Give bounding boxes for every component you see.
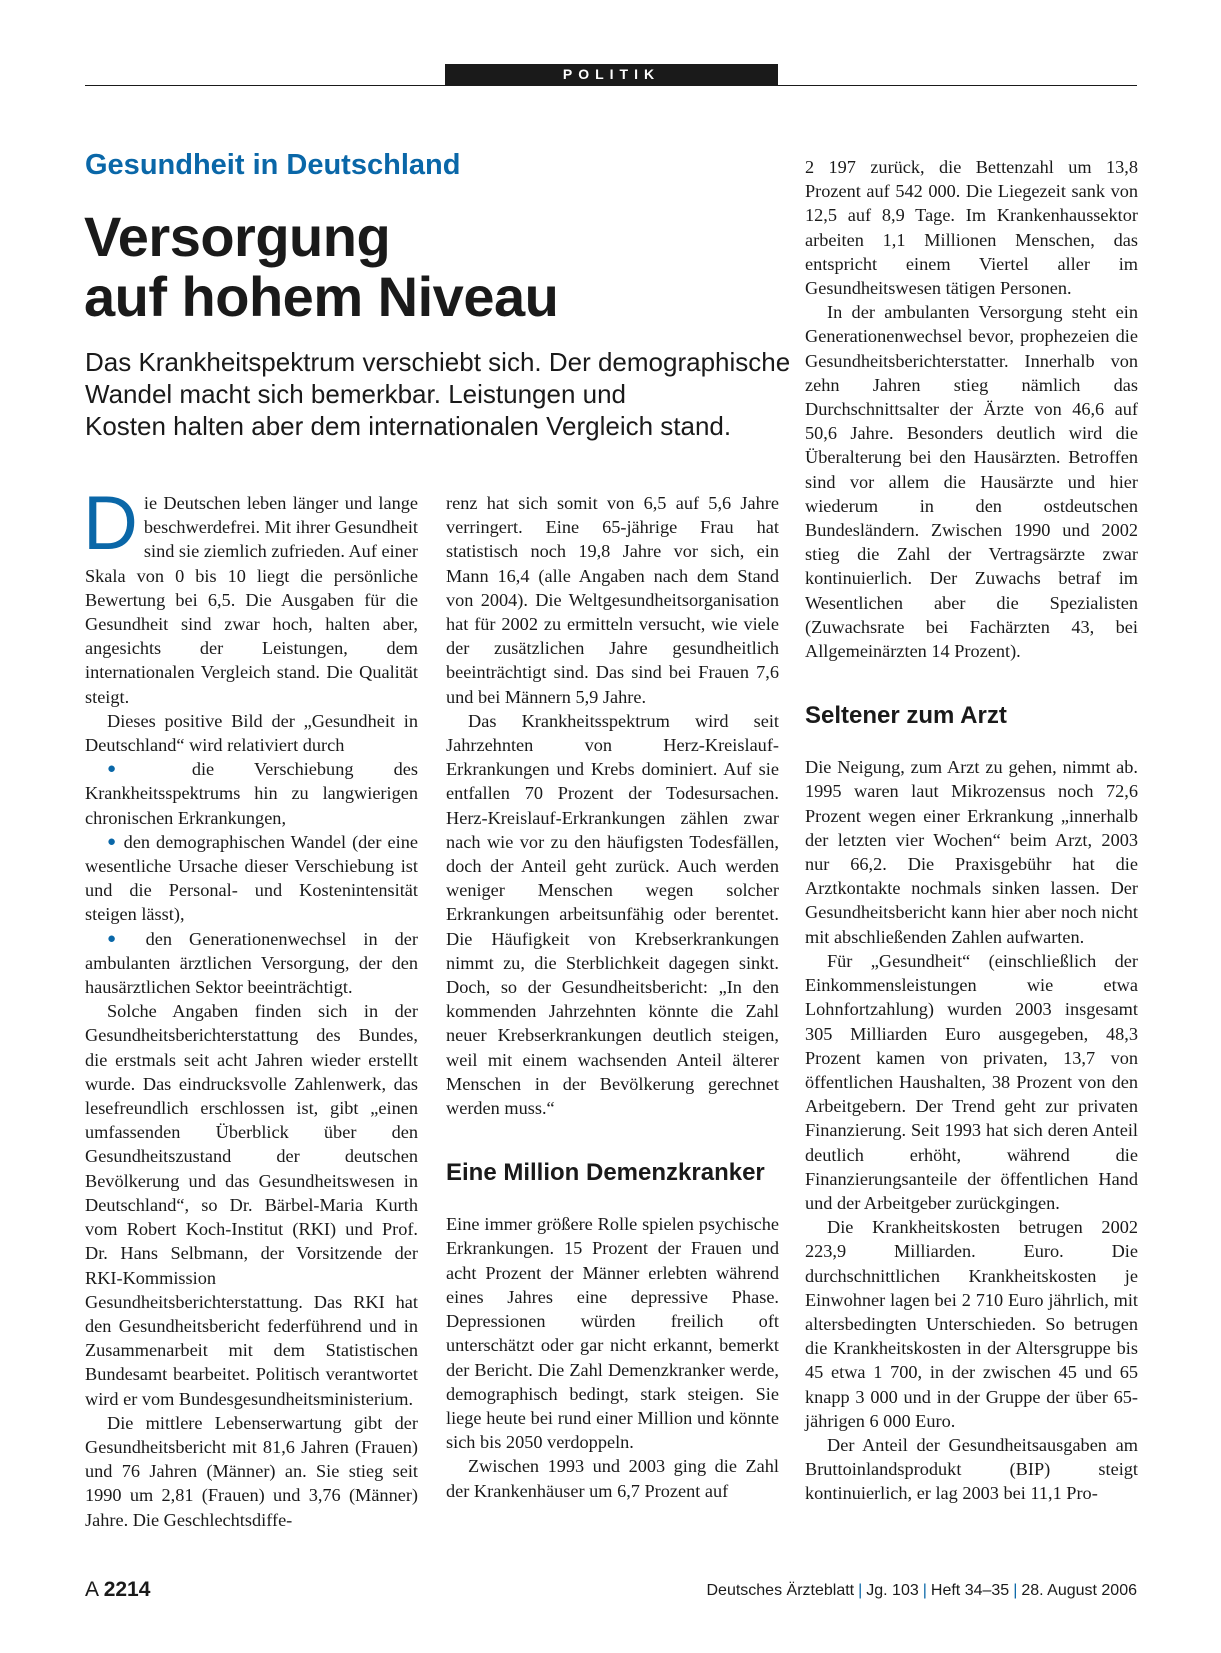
article-kicker: Gesundheit in Deutschland [85,149,461,181]
text-column-1 [83,481,419,1532]
paragraph: Das Krankheitsspektrum wird seit Jahrzehnten von Herz-Kreislauf-Erkrankungen und Krebs dominiert. Auf sie entfallen 70 Prozent der Todesursachen. Herz-Kreislauf-Erkrankungen zählen zwar nach wie vor zu den häufigsten Todesfällen, doch der Anteil geht zurück. Auch werden weniger Menschen wegen solcher Erkrankungen arbeitsunfähig oder berentet. Die Häufigkeit von Krebserkrankungen nimmt zu, die Sterblichkeit dagegen sinkt. Doch, so der Gesundheitsbericht: „In den kommenden Jahrzehnten könnte die Zahl neuer Krebserkrankungen deutlich steigen, weil mit einem wachsenden Anteil älterer Menschen in der Bevölkerung gerechnet werden muss.“ [446,710,779,1119]
paragraph: Eine immer größere Rolle spielen psychische Erkrankungen. 15 Prozent der Frauen und acht Prozent der Männer erlebten während eines Jahres eine depressive Phase. Depressionen würden freilich oft unterschätzt oder gar nicht erkannt, bemerkt der Bericht. Die Zahl Demenzkranker werde, demographisch bedingt, stark steigen. Sie liege heute bei rund einer Million und könnte sich bis 2050 verdoppeln. [446,1214,779,1453]
headline-line-2: auf hohem Niveau [84,265,559,328]
lead-line-3: Kosten halten aber dem internationalen Vergleich stand. [85,411,732,441]
page-number [85,1578,150,1602]
subheading: Eine Million Demenzkranker [446,1159,765,1187]
article-headline [84,207,724,327]
publication-info [706,1582,1137,1600]
article-lead [85,346,791,442]
paragraph: 2 197 zurück, die Bettenzahl um 13,8 Prozent auf 542 000. Die Liegezeit sank von 12,5 auf 8,9 Tage. Im Krankenhaussektor arbeiten 1,1 Millionen Menschen, das entspricht einem Viertel aller im Gesundheitswesen tätigen Personen. [805,157,1138,299]
section-label: POLITIK [445,64,778,85]
issue: Heft 34–35 [930,1582,1010,1599]
separator: | [922,1582,927,1599]
bullet-text: den demographischen Wandel (der eine wesentliche Ursache dieser Verschiebung ist und die Personal- und Kostenintensität steigen lässt), [85,831,418,925]
paragraph: Dieses positive Bild der „Gesundheit in Deutschland“ wird relativiert durch [85,710,418,756]
issue-date: 28. August 2006 [1021,1582,1137,1599]
volume: Jg. 103 [866,1582,919,1599]
paragraph-text: ie Deutschen leben länger und lange beschwerdefrei. Mit ihrer Gesundheit sind sie ziemlich zufrieden. Auf einer Skala von 0 bis 10 liegt die persönliche Bewertung bei 6,5. Die Ausgaben für die Gesundheit sind zwar hoch, halten aber, angesichts der Leistungen, dem internationalen Vergleich stand. Die Qualität steigt. [85,493,419,707]
page-number-value: 2214 [103,1578,151,1601]
bullet-icon: ● [107,833,118,850]
subheading: Seltener zum Arzt [805,702,1007,730]
bullet-item [85,830,418,927]
paragraph: Die Neigung, zum Arzt zu gehen, nimmt ab. 1995 waren laut Mikrozensus noch 72,6 Prozent wegen einer Erkrankung „innerhalb der letzten vier Wochen“ beim Arzt, 2003 nur 66,2. Die Praxisgebühr hat die Arztkontakte nochmals sinken lassen. Der Gesundheitsbericht kann hier aber noch nicht mit abschließenden Zahlen aufwarten. [805,757,1138,947]
bullet-icon: ● [107,930,129,947]
paragraph: Solche Angaben finden sich in der Gesundheitsberichterstattung des Bundes, die erstmals seit acht Jahren wieder erstellt wurde. Das eindrucksvolle Zahlenwerk, das lesefreundlich erschlossen ist, gibt „einen umfassenden Überblick über den Gesundheitszustand der deutschen Bevölkerung und das Gesundheitswesen in Deutschland“, so Dr. Bärbel-Maria Kurth vom Robert Koch-Institut (RKI) und Prof. Dr. Hans Selbmann, der Vorsitzende der RKI-Kommission Gesundheitsberichterstattung. Das RKI hat den Gesundheitsbericht federführend und in Zusammenarbeit mit dem Statistischen Bundesamt bearbeitet. Politisch verantwortet wird er vom Bundesgesundheitsministerium. [85,1001,418,1409]
text-column-2 [446,491,779,1503]
page-prefix: A [85,1578,98,1601]
paragraph: Für „Gesundheit“ (einschließlich der Einkommensleistungen wie etwa Lohnfortzahlung) wurden 2003 insgesamt 305 Milliarden Euro ausgegeben, 48,3 Prozent kamen von privaten, 13,7 von öffentlichen Haushalten, 38 Prozent von den Arbeitgebern. Der Trend geht zur privaten Finanzierung. Seit 1993 hat sich deren Anteil deutlich erhöht, während die Finanzierungsanteile der öffentlichen Hand und der Arbeitgeber zurückgingen. [805,950,1138,1213]
lead-line-1: Das Krankheitspektrum verschiebt sich. Der demographische [85,347,791,377]
bullet-text: die Verschiebung des Krankheitsspektrums hin zu langwierigen chronischen Erkrankungen, [85,759,418,828]
paragraph: Der Anteil der Gesundheitsausgaben am Bruttoinlandsprodukt (BIP) steigt kontinuierlich, er lag 2003 bei 11,1 Pro- [805,1434,1138,1504]
paragraph [83,481,419,709]
journal-name: Deutsches Ärzteblatt [706,1582,855,1599]
bullet-item [85,757,418,830]
paragraph: Zwischen 1993 und 2003 ging die Zahl der Krankenhäuser um 6,7 Prozent auf [446,1456,779,1501]
paragraph: In der ambulanten Versorgung steht ein Generationenwechsel bevor, prophezeien die Gesundheitsberichterstatter. Innerhalb von zehn Jahren stieg nämlich das Durchschnittsalter der Ärzte von 46,6 auf 50,6 Jahre. Besonders deutlich wird die Überalterung bei den Hausärzten. Betroffen sind vor allem die Hausärzte und hier wiederum in den ostdeutschen Bundesländern. Zwischen 1990 und 2002 stieg die Zahl der Vertragsärzte zwar kontinuierlich. Der Zuwachs betraf im Wesentlichen aber die Spezialisten (Zuwachsrate bei Fachärzten 43, bei Allgemeinärzten 14 Prozent). [805,302,1138,662]
bullet-text: den Generationenwechsel in der ambulanten ärztlichen Versorgung, der den hausärztlichen Sektor beeinträchtigt. [85,928,418,998]
drop-cap: D [83,481,138,566]
headline-line-1: Versorgung [84,205,391,268]
text-column-3 [805,155,1138,1506]
bullet-icon: ● [107,761,152,778]
paragraph: Die mittlere Lebenserwartung gibt der Gesundheitsbericht mit 81,6 Jahren (Frauen) und 76 Jahren (Männer) an. Sie stieg seit 1990 um 2,81 (Frauen) und 3,76 (Männer) Jahre. Die Geschlechtsdiffe- [85,1412,418,1530]
header-rule [85,85,1137,86]
paragraph: renz hat sich somit von 6,5 auf 5,6 Jahre verringert. Eine 65-jährige Frau hat statistisch noch 19,8 Jahre vor sich, ein Mann 16,4 (alle Angaben nach dem Stand von 2004). Die Weltgesundheitsorganisation hat für 2002 zu ermitteln versucht, wie viele der zusätzlichen Jahre gesundheitlich beeinträchtigt sind. Das sind bei Frauen 7,6 und bei Männern 5,9 Jahre. [446,493,779,707]
paragraph: Die Krankheitskosten betrugen 2002 223,9 Milliarden. Euro. Die durchschnittlichen Krankheitskosten je Einwohner lagen bei 2 710 Euro jährlich, mit altersbedingten Unterschieden. So betrugen die Krankheitskosten in der Altersgruppe bis 45 etwa 1 700, in der zwischen 45 und 65 knapp 3 000 und in der Gruppe der über 65-jährigen 6 000 Euro. [805,1217,1138,1431]
separator: | [858,1582,863,1599]
lead-line-2: Wandel macht sich bemerkbar. Leistungen und [85,379,627,409]
separator: | [1013,1582,1018,1599]
bullet-item [85,927,418,1000]
